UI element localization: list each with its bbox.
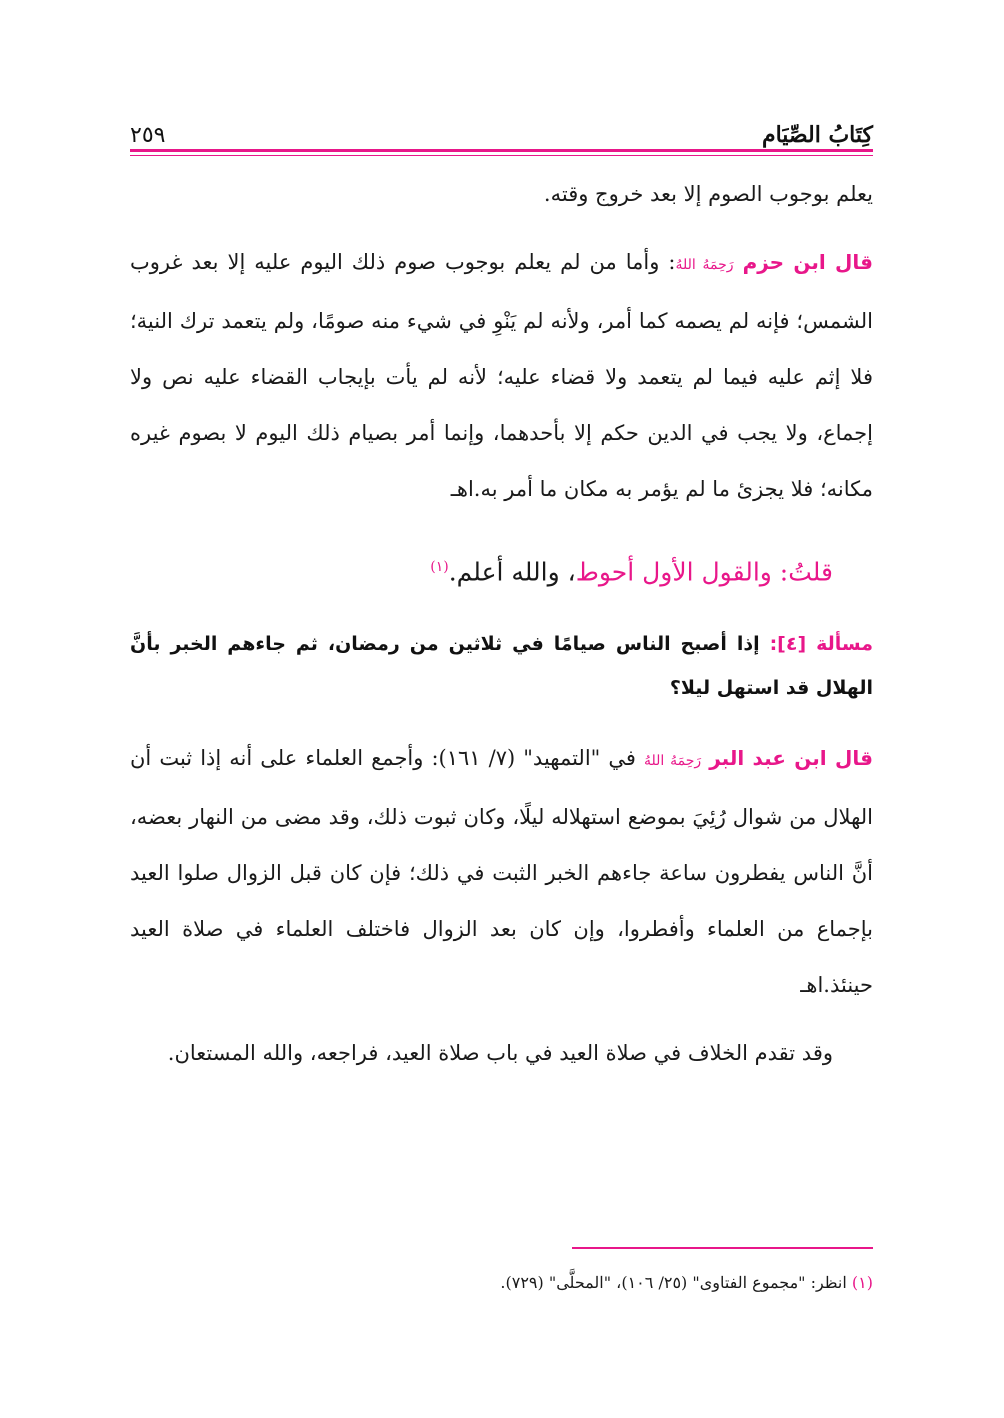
issue-number: مسألة [٤]: bbox=[769, 633, 873, 656]
paragraph-ibn-abd-al-barr-text: في "التمهيد" (٧/ ١٦١): وأجمع العلماء على أنه إذا ثبت أن الهلال من شوال رُئِيَ بموضع استهلاله ليلًا، وكان ثبوت ذلك، وقد مضى من النهار بعضه، أنَّ الناس يفطرون ساعة جاءهم الخبر الثبت في ذلك؛ فإن كان قبل الزوال صلوا العيد بإجماع من العلماء وأفطروا، وإن كان بعد الزوال فاختلف العلماء في صلاة العيد حينئذ.اهـ bbox=[130, 746, 873, 998]
issue-heading bbox=[130, 622, 873, 710]
footnote-ref[interactable]: (١) bbox=[430, 559, 449, 575]
footnote-rule bbox=[572, 1247, 873, 1249]
header-rule-thick bbox=[130, 149, 873, 152]
paragraph-closing: وقد تقدم الخلاف في صلاة العيد في باب صلاة العيد، فراجعه، والله المستعان. bbox=[167, 1041, 833, 1066]
speaker-ibn-abd-al-barr: قال ابن عبد البر bbox=[709, 746, 873, 771]
author-opinion bbox=[130, 537, 873, 602]
page-body bbox=[130, 166, 873, 1081]
issue-title: إذا أصبح الناس صيامًا في ثلاثين من رمضان، ثم جاءهم الخبر بأنَّ الهلال قد استهل ليلا؟ bbox=[130, 633, 873, 700]
paragraph-1: يعلم بوجوب الصوم إلا بعد خروج وقته. bbox=[543, 182, 873, 206]
honorific: رَحِمَهُ اللهُ bbox=[644, 753, 702, 770]
book-title: كِتَابُ الصِّيَام bbox=[761, 122, 873, 148]
page-number: ٢٥٩ bbox=[130, 123, 166, 148]
page-header bbox=[130, 108, 873, 148]
paragraph-ibn-abd-al-barr bbox=[130, 730, 873, 1013]
paragraph-ibn-hazm-text: : وأما من لم يعلم بوجوب صوم ذلك اليوم عليه إلا بعد غروب الشمس؛ فإنه لم يصمه كما أمر، ولأنه لم يَنْوِ في شيء منه صومًا، ولم يتعمد ترك النية؛ فلا إثم عليه فيما لم يتعمد ولا قضاء عليه؛ لأنه لم يأت بإيجاب القضاء عليه نص ولا إجماع، ولا يجب في الدين حكم إلا بأحدهما، وإنما أمر بصيام ذلك اليوم لا بصوم غيره مكانه؛ فلا يجزئ ما لم يؤمر به مكان ما أمر به.اهـ bbox=[130, 250, 873, 501]
footnote-number: (١) bbox=[851, 1273, 873, 1292]
honorific: رَحِمَهُ اللهُ bbox=[675, 257, 734, 273]
footnote-text: انظر: "مجموع الفتاوى" (٢٥/ ١٠٦)، "المحلَّى" (٧٢٩). bbox=[500, 1273, 852, 1292]
header-rule-thin bbox=[130, 155, 873, 156]
author-opinion-label: قلتُ: والقول الأول أحوط bbox=[575, 557, 833, 587]
footnote bbox=[500, 1268, 873, 1298]
speaker-ibn-hazm: قال ابن حزم bbox=[742, 250, 873, 274]
paragraph-ibn-hazm bbox=[130, 234, 873, 517]
author-opinion-rest: ، والله أعلم. bbox=[448, 557, 576, 587]
